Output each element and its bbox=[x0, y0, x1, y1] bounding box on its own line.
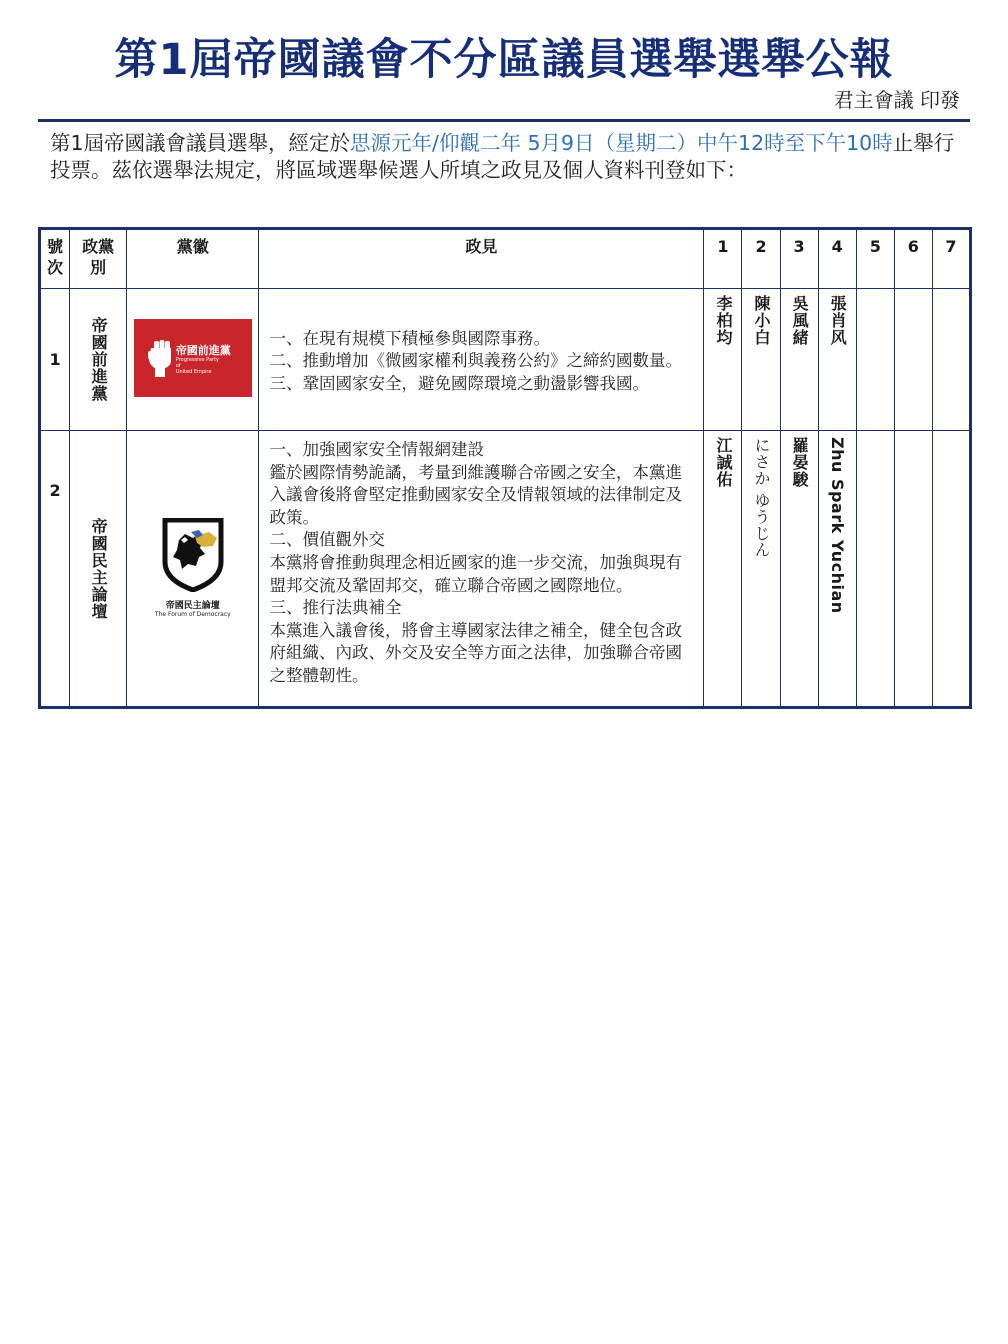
intro-text-2: 止舉行投票。茲依選舉法規定，將區域選舉候選人所填之政見及個人資料刊登如下： bbox=[50, 131, 955, 182]
policy-line: 二、推動增加《微國家權利與義務公約》之締約國數量。 bbox=[269, 351, 682, 371]
policy-cell bbox=[259, 431, 704, 708]
candidate-cell-empty bbox=[894, 431, 932, 708]
policy-line: 一、在現有規模下積極參與國際事務。 bbox=[269, 328, 550, 348]
candidate-name: 吳風緒 bbox=[790, 295, 810, 346]
party-emblem-cell bbox=[127, 289, 259, 431]
candidate-cell bbox=[780, 289, 818, 431]
candidate-cell bbox=[704, 431, 742, 708]
logo-name-en-1: Progressive Party bbox=[175, 356, 219, 363]
policy-line: 三、推行法典補全 bbox=[269, 598, 402, 618]
header-divider bbox=[38, 119, 970, 122]
table-header-row bbox=[40, 229, 971, 289]
raised-fist-icon bbox=[134, 319, 174, 397]
policy-line: 本黨進入議會後，將會主導國家法律之補全，健全包含政府組織、內政、外交及安全等方面之法律，加強聯合帝國之整體韌性。 bbox=[269, 620, 682, 685]
party-name-cell bbox=[70, 431, 127, 708]
header-cand-6: 6 bbox=[894, 229, 932, 289]
candidate-cell bbox=[780, 431, 818, 708]
header-cand-4: 4 bbox=[818, 229, 856, 289]
logo-name-en: The Forum of Democracy bbox=[154, 610, 231, 618]
header-party: 政黨別 bbox=[70, 229, 127, 289]
party-emblem-cell bbox=[127, 431, 259, 708]
party-name-cell bbox=[70, 289, 127, 431]
candidate-name: 羅晏駿 bbox=[790, 437, 810, 488]
header-emblem: 黨徽 bbox=[127, 229, 259, 289]
policy-line: 三、鞏固國家安全，避免國際環境之動盪影響我國。 bbox=[269, 373, 649, 393]
candidate-name: 李柏均 bbox=[713, 295, 733, 346]
intro-paragraph bbox=[50, 130, 955, 184]
header-cand-2: 2 bbox=[742, 229, 780, 289]
logo-name-zh: 帝國民主論壇 bbox=[165, 600, 220, 611]
row-number: 2 bbox=[40, 431, 70, 708]
progressive-party-logo bbox=[134, 319, 252, 397]
policy-line: 一、加強國家安全情報網建設 bbox=[269, 440, 484, 459]
page-title: 第1屆帝國議會不分區議員選舉選舉公報 bbox=[114, 35, 894, 85]
party-name: 帝國前進黨 bbox=[89, 317, 109, 402]
candidate-cell bbox=[742, 289, 780, 431]
table-row bbox=[40, 431, 971, 708]
candidate-cell-empty bbox=[856, 431, 894, 708]
candidate-cell bbox=[818, 289, 856, 431]
shield-emblem-icon bbox=[161, 518, 225, 592]
candidate-cell bbox=[742, 431, 780, 708]
candidate-name: 陳小白 bbox=[752, 295, 772, 346]
candidate-cell bbox=[818, 431, 856, 708]
candidate-cell-empty bbox=[932, 289, 970, 431]
forum-of-democracy-logo bbox=[145, 518, 241, 618]
row-number: 1 bbox=[40, 289, 70, 431]
header-cand-1: 1 bbox=[704, 229, 742, 289]
header-number: 號次 bbox=[40, 229, 70, 289]
policy-line: 本黨將會推動與理念相近國家的進一步交流，加強與現有盟邦交流及鞏固邦交，確立聯合帝國之國際地位。 bbox=[269, 552, 682, 595]
candidate-name: 張肖风 bbox=[828, 295, 848, 346]
header-cand-5: 5 bbox=[856, 229, 894, 289]
policy-line: 二、價值觀外交 bbox=[269, 530, 385, 550]
logo-name-en-3: United Empire bbox=[175, 368, 212, 375]
logo-name-en-2: of bbox=[175, 362, 181, 369]
candidate-cell-empty bbox=[932, 431, 970, 708]
header-policy: 政見 bbox=[259, 229, 704, 289]
intro-text-1: 第1屆帝國議會議員選舉，經定於 bbox=[50, 131, 351, 155]
logo-text-block bbox=[176, 344, 231, 375]
candidate-cell-empty bbox=[856, 289, 894, 431]
header-cand-3: 3 bbox=[780, 229, 818, 289]
candidate-cell bbox=[704, 289, 742, 431]
policy-cell bbox=[259, 289, 704, 431]
candidate-name: 江誠佑 bbox=[713, 437, 733, 488]
logo-name-zh: 帝國前進黨 bbox=[175, 343, 231, 357]
header-cand-7: 7 bbox=[932, 229, 970, 289]
party-name: 帝國民主論壇 bbox=[89, 517, 109, 620]
intro-date-highlight: 思源元年/仰觀二年 5月9日（星期二）中午12時至下午10時 bbox=[350, 131, 893, 155]
candidate-name: にさか ゆうじん bbox=[752, 437, 772, 559]
candidate-cell-empty bbox=[894, 289, 932, 431]
policy-line: 鑑於國際情勢詭譎，考量到維護聯合帝國之安全，本黨進入議會後將會堅定推動國家安全及情報領域的法律制定及政策。 bbox=[269, 462, 682, 527]
ballot-table bbox=[38, 227, 972, 709]
table-row bbox=[40, 289, 971, 431]
candidate-name: Zhu Spark Yuchian bbox=[828, 437, 848, 614]
issuer-label: 君主會議 印發 bbox=[833, 88, 960, 112]
